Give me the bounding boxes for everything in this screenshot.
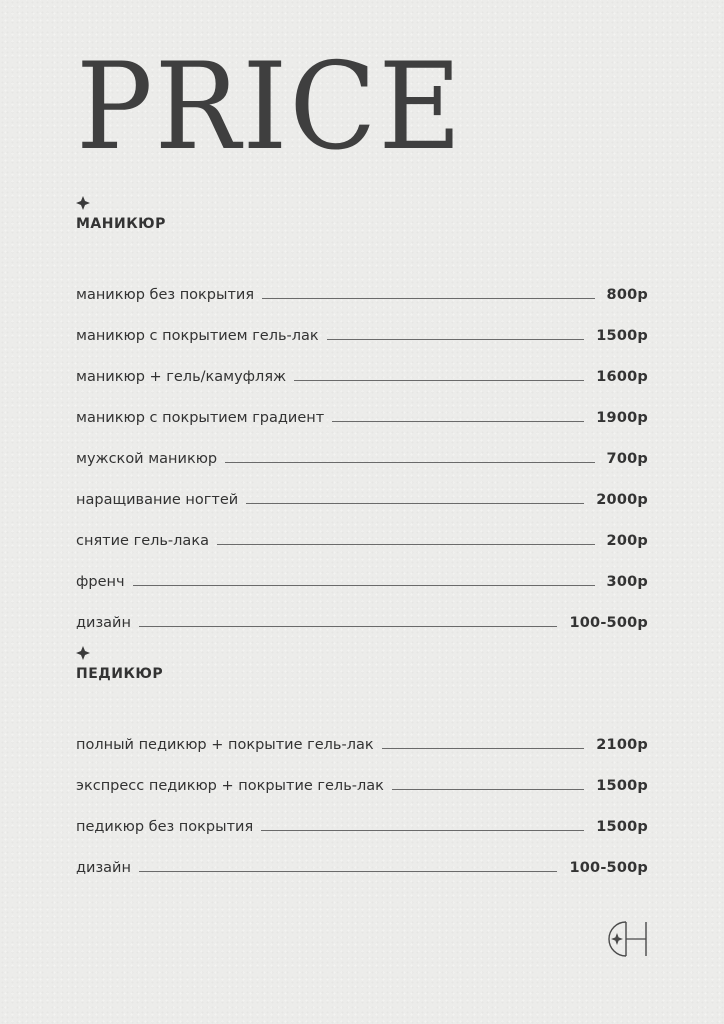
page-title: PRICE: [76, 38, 464, 177]
leader-line: [332, 421, 584, 422]
service-price: 800р: [606, 287, 648, 303]
price-row: [76, 794, 648, 835]
section-pedicure: [76, 646, 648, 876]
service-price: 200р: [606, 533, 648, 549]
service-name: френч: [76, 574, 125, 590]
price-row: [76, 262, 648, 303]
diamond-icon: [76, 646, 90, 660]
leader-line: [139, 871, 558, 872]
service-name: дизайн: [76, 615, 131, 631]
service-name: экспресс педикюр + покрытие гель-лак: [76, 778, 384, 794]
leader-line: [392, 789, 584, 790]
service-price: 100-500р: [569, 860, 648, 876]
service-price: 700р: [606, 451, 648, 467]
service-price: 100-500р: [569, 615, 648, 631]
price-row: [76, 549, 648, 590]
service-price: 2100р: [596, 737, 648, 753]
price-row: [76, 385, 648, 426]
price-row: [76, 426, 648, 467]
service-name: маникюр без покрытия: [76, 287, 255, 303]
price-row: [76, 712, 648, 753]
service-price: 300р: [606, 574, 648, 590]
section-title: МАНИКЮР: [76, 216, 166, 232]
price-row: [76, 753, 648, 794]
price-list: [76, 712, 648, 876]
service-name: маникюр + гель/камуфляж: [76, 369, 287, 385]
price-row: [76, 590, 648, 631]
service-name: наращивание ногтей: [76, 492, 239, 508]
service-name: педикюр без покрытия: [76, 819, 254, 835]
service-name: полный педикюр + покрытие гель-лак: [76, 737, 374, 753]
leader-line: [327, 339, 585, 340]
service-name: маникюр с покрытием градиент: [76, 410, 325, 426]
service-name: маникюр с покрытием гель-лак: [76, 328, 319, 344]
price-row: [76, 508, 648, 549]
service-price: 1600р: [596, 369, 648, 385]
section-title: ПЕДИКЮР: [76, 666, 164, 682]
diamond-icon: [76, 196, 90, 210]
service-name: дизайн: [76, 860, 131, 876]
price-row: [76, 467, 648, 508]
price-list: [76, 262, 648, 631]
leader-line: [217, 544, 595, 545]
price-row: [76, 835, 648, 876]
leader-line: [246, 503, 584, 504]
leader-line: [225, 462, 594, 463]
service-price: 1500р: [596, 328, 648, 344]
service-price: 2000р: [596, 492, 648, 508]
monogram-logo-icon: [600, 915, 654, 963]
service-price: 1900р: [596, 410, 648, 426]
service-price: 1500р: [596, 778, 648, 794]
section-manicure: [76, 196, 648, 631]
price-row: [76, 303, 648, 344]
leader-line: [294, 380, 584, 381]
service-name: мужской маникюр: [76, 451, 218, 467]
leader-line: [133, 585, 595, 586]
service-name: снятие гель-лака: [76, 533, 209, 549]
leader-line: [139, 626, 558, 627]
price-row: [76, 344, 648, 385]
leader-line: [262, 298, 595, 299]
service-price: 1500р: [596, 819, 648, 835]
leader-line: [382, 748, 585, 749]
leader-line: [261, 830, 584, 831]
